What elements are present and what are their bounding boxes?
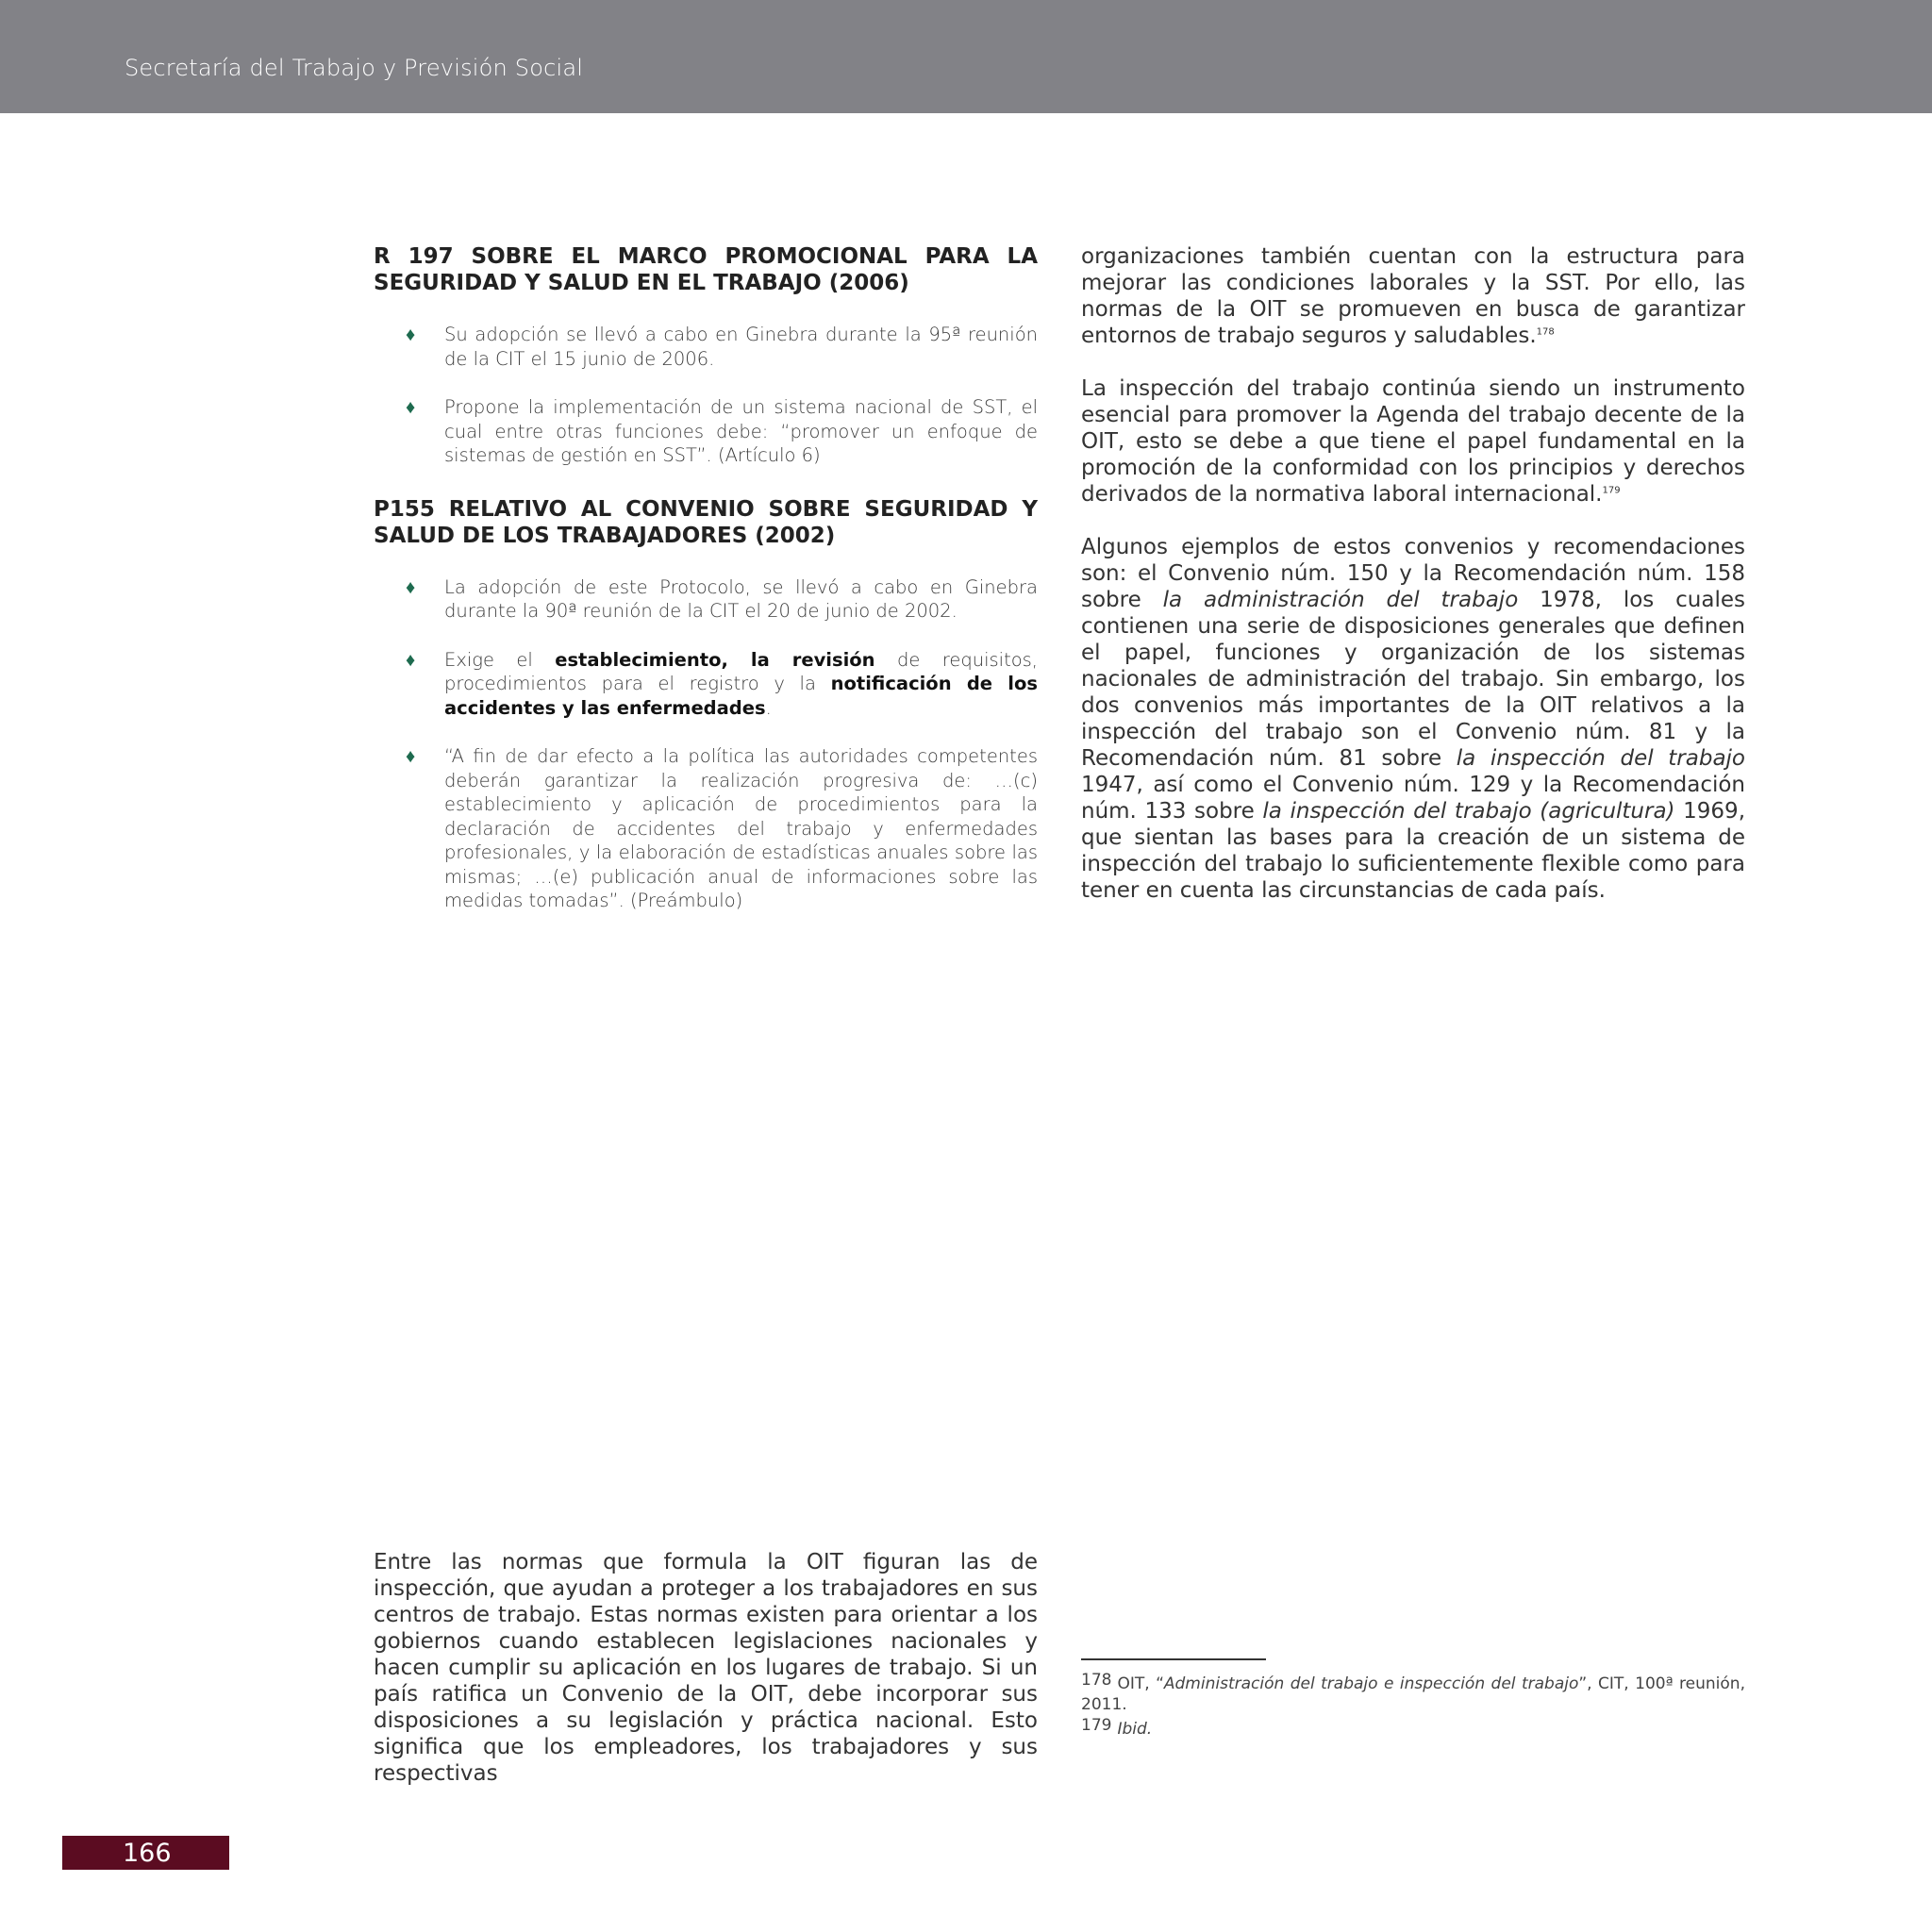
- list-item: [374, 323, 1038, 371]
- bullet-text: La adopción de este Protocolo, se llevó a cabo en Ginebra durante la 90ª reunión de la CIT el 20 de junio de 2002.: [444, 575, 1038, 622]
- paragraph-italic: la administración del trabajo: [1162, 588, 1519, 612]
- bullet-text: Su adopción se llevó a cabo en Ginebra durante la 95ª reunión de la CIT el 15 junio de 2006.: [444, 324, 1038, 370]
- bullet-text-part: de requisitos, procedimientos para el registro y la: [444, 648, 1038, 694]
- list-item: [374, 575, 1038, 624]
- paragraph-text: Algunos ejemplos de estos convenios y recomendaciones son: el Convenio núm. 150 y la Recomendación núm. 158 sobre: [1081, 535, 1745, 612]
- r197-bullet-list: [374, 323, 1038, 468]
- footnote-italic: Ibid.: [1117, 1720, 1153, 1739]
- paragraph-text: La inspección del trabajo continúa siendo un instrumento esencial para promover la Agenda del trabajo decente de la OIT, esto se debe a que tiene el papel fundamental en la promoción de la conformidad con los principios y derechos derivados de la normativa laboral internacional.: [1081, 376, 1745, 507]
- footnote-ref[interactable]: 178: [1536, 326, 1555, 338]
- bullet-text-part: .: [765, 696, 772, 719]
- paragraph-italic: la inspección del trabajo: [1456, 746, 1745, 771]
- bottom-left-column: [374, 1549, 1038, 1787]
- footnote-divider: [1081, 1658, 1266, 1660]
- p155-bullet-list: [374, 575, 1038, 913]
- paragraph: Entre las normas que formula la OIT figuran las de inspección, que ayudan a proteger a los trabajadores en sus centros de trabajo. Estas normas existen para orientar a los gobiernos cuando establecen legislaciones nacionales y hacen cumplir su aplicación en los lugares de trabajo. Si un país ratifica un Convenio de la OIT, debe incorporar sus disposiciones a su legislación y práctica nacional. Esto significa que los empleadores, los trabajadores y sus respectivas: [374, 1550, 1038, 1786]
- paragraph-text: 1969, que sientan las bases para la creación de un sistema de inspección del trabajo lo suficientemente flexible como para tener en cuenta las circunstancias de cada país.: [1081, 799, 1745, 903]
- bullet-text-part: Exige el: [444, 648, 556, 671]
- footnote-178: [1081, 1670, 1745, 1715]
- page-number: 166: [123, 1839, 172, 1868]
- bullet-text-bold: notificación de los accidentes y las enfermedades: [444, 673, 1038, 719]
- paragraph-text: 1947, así como el Convenio núm. 129 y la Recomendación núm. 133 sobre: [1081, 773, 1745, 824]
- diamond-bullet-icon: ♦: [406, 647, 416, 671]
- footnote-text: ”, CIT, 100ª reunión, 2011.: [1081, 1674, 1745, 1714]
- section-heading-r197: R 197 SOBRE EL MARCO PROMOCIONAL PARA LA SEGURIDAD Y SALUD EN EL TRABAJO (2006): [374, 244, 1038, 295]
- list-item: [374, 648, 1038, 721]
- right-column: [1081, 243, 1745, 904]
- bullet-text: Propone la implementación de un sistema nacional de SST, el cual entre otras funciones debe: “promover un enfoque de sistemas de gestión en SST”. (Artículo 6): [444, 396, 1038, 466]
- paragraph-text: organizaciones también cuentan con la estructura para mejorar las condiciones laborales y la SST. Por ello, las normas de la OIT se promueven en busca de garantizar entornos de trabajo seguros y saludables.: [1081, 244, 1745, 348]
- diamond-bullet-icon: ♦: [406, 744, 416, 767]
- footnote-number: 178: [1081, 1671, 1112, 1690]
- list-item: [374, 744, 1038, 913]
- footnote-text: OIT, “: [1117, 1674, 1164, 1693]
- paragraph: [1081, 375, 1745, 508]
- footnote-number: 179: [1081, 1716, 1112, 1735]
- diamond-bullet-icon: ♦: [406, 395, 416, 418]
- left-column: [374, 243, 1038, 913]
- footnote-179: [1081, 1715, 1745, 1740]
- diamond-bullet-icon: ♦: [406, 575, 416, 598]
- section-heading-p155: P155 RELATIVO AL CONVENIO SOBRE SEGURIDAD Y SALUD DE LOS TRABAJADORES (2002): [374, 496, 1038, 548]
- header-title: Secretaría del Trabajo y Previsión Social: [125, 55, 584, 81]
- footnote-ref[interactable]: 179: [1602, 485, 1621, 496]
- paragraph: [1081, 243, 1745, 349]
- footnotes: [1081, 1658, 1745, 1740]
- paragraph-italic: la inspección del trabajo (agricultura): [1262, 799, 1675, 824]
- footnote-italic: Administración del trabajo e inspección del trabajo: [1163, 1674, 1579, 1693]
- list-item: [374, 395, 1038, 468]
- bullet-text: “A fin de dar efecto a la política las autoridades competentes deberán garantizar la realización progresiva de: …(c) establecimiento y aplicación de procedimientos para la declaración de accidentes del trabajo y enfermedades profesionales, y la elaboración de estadísticas anuales sobre las mismas; …(e) publicación anual de informaciones sobre las medidas tomadas”. (Preámbulo): [444, 745, 1038, 911]
- paragraph-text: 1978, los cuales contienen una serie de disposiciones generales que definen el papel, funciones y organización de los sistemas nacionales de administración del trabajo. Sin embargo, los dos convenios más importantes de la OIT relativos a la inspección del trabajo son el Convenio núm. 81 y la Recomendación núm. 81 sobre: [1081, 588, 1745, 771]
- paragraph: [1081, 534, 1745, 904]
- bullet-text-bold: establecimiento, la revisión: [555, 648, 875, 671]
- diamond-bullet-icon: ♦: [406, 323, 416, 345]
